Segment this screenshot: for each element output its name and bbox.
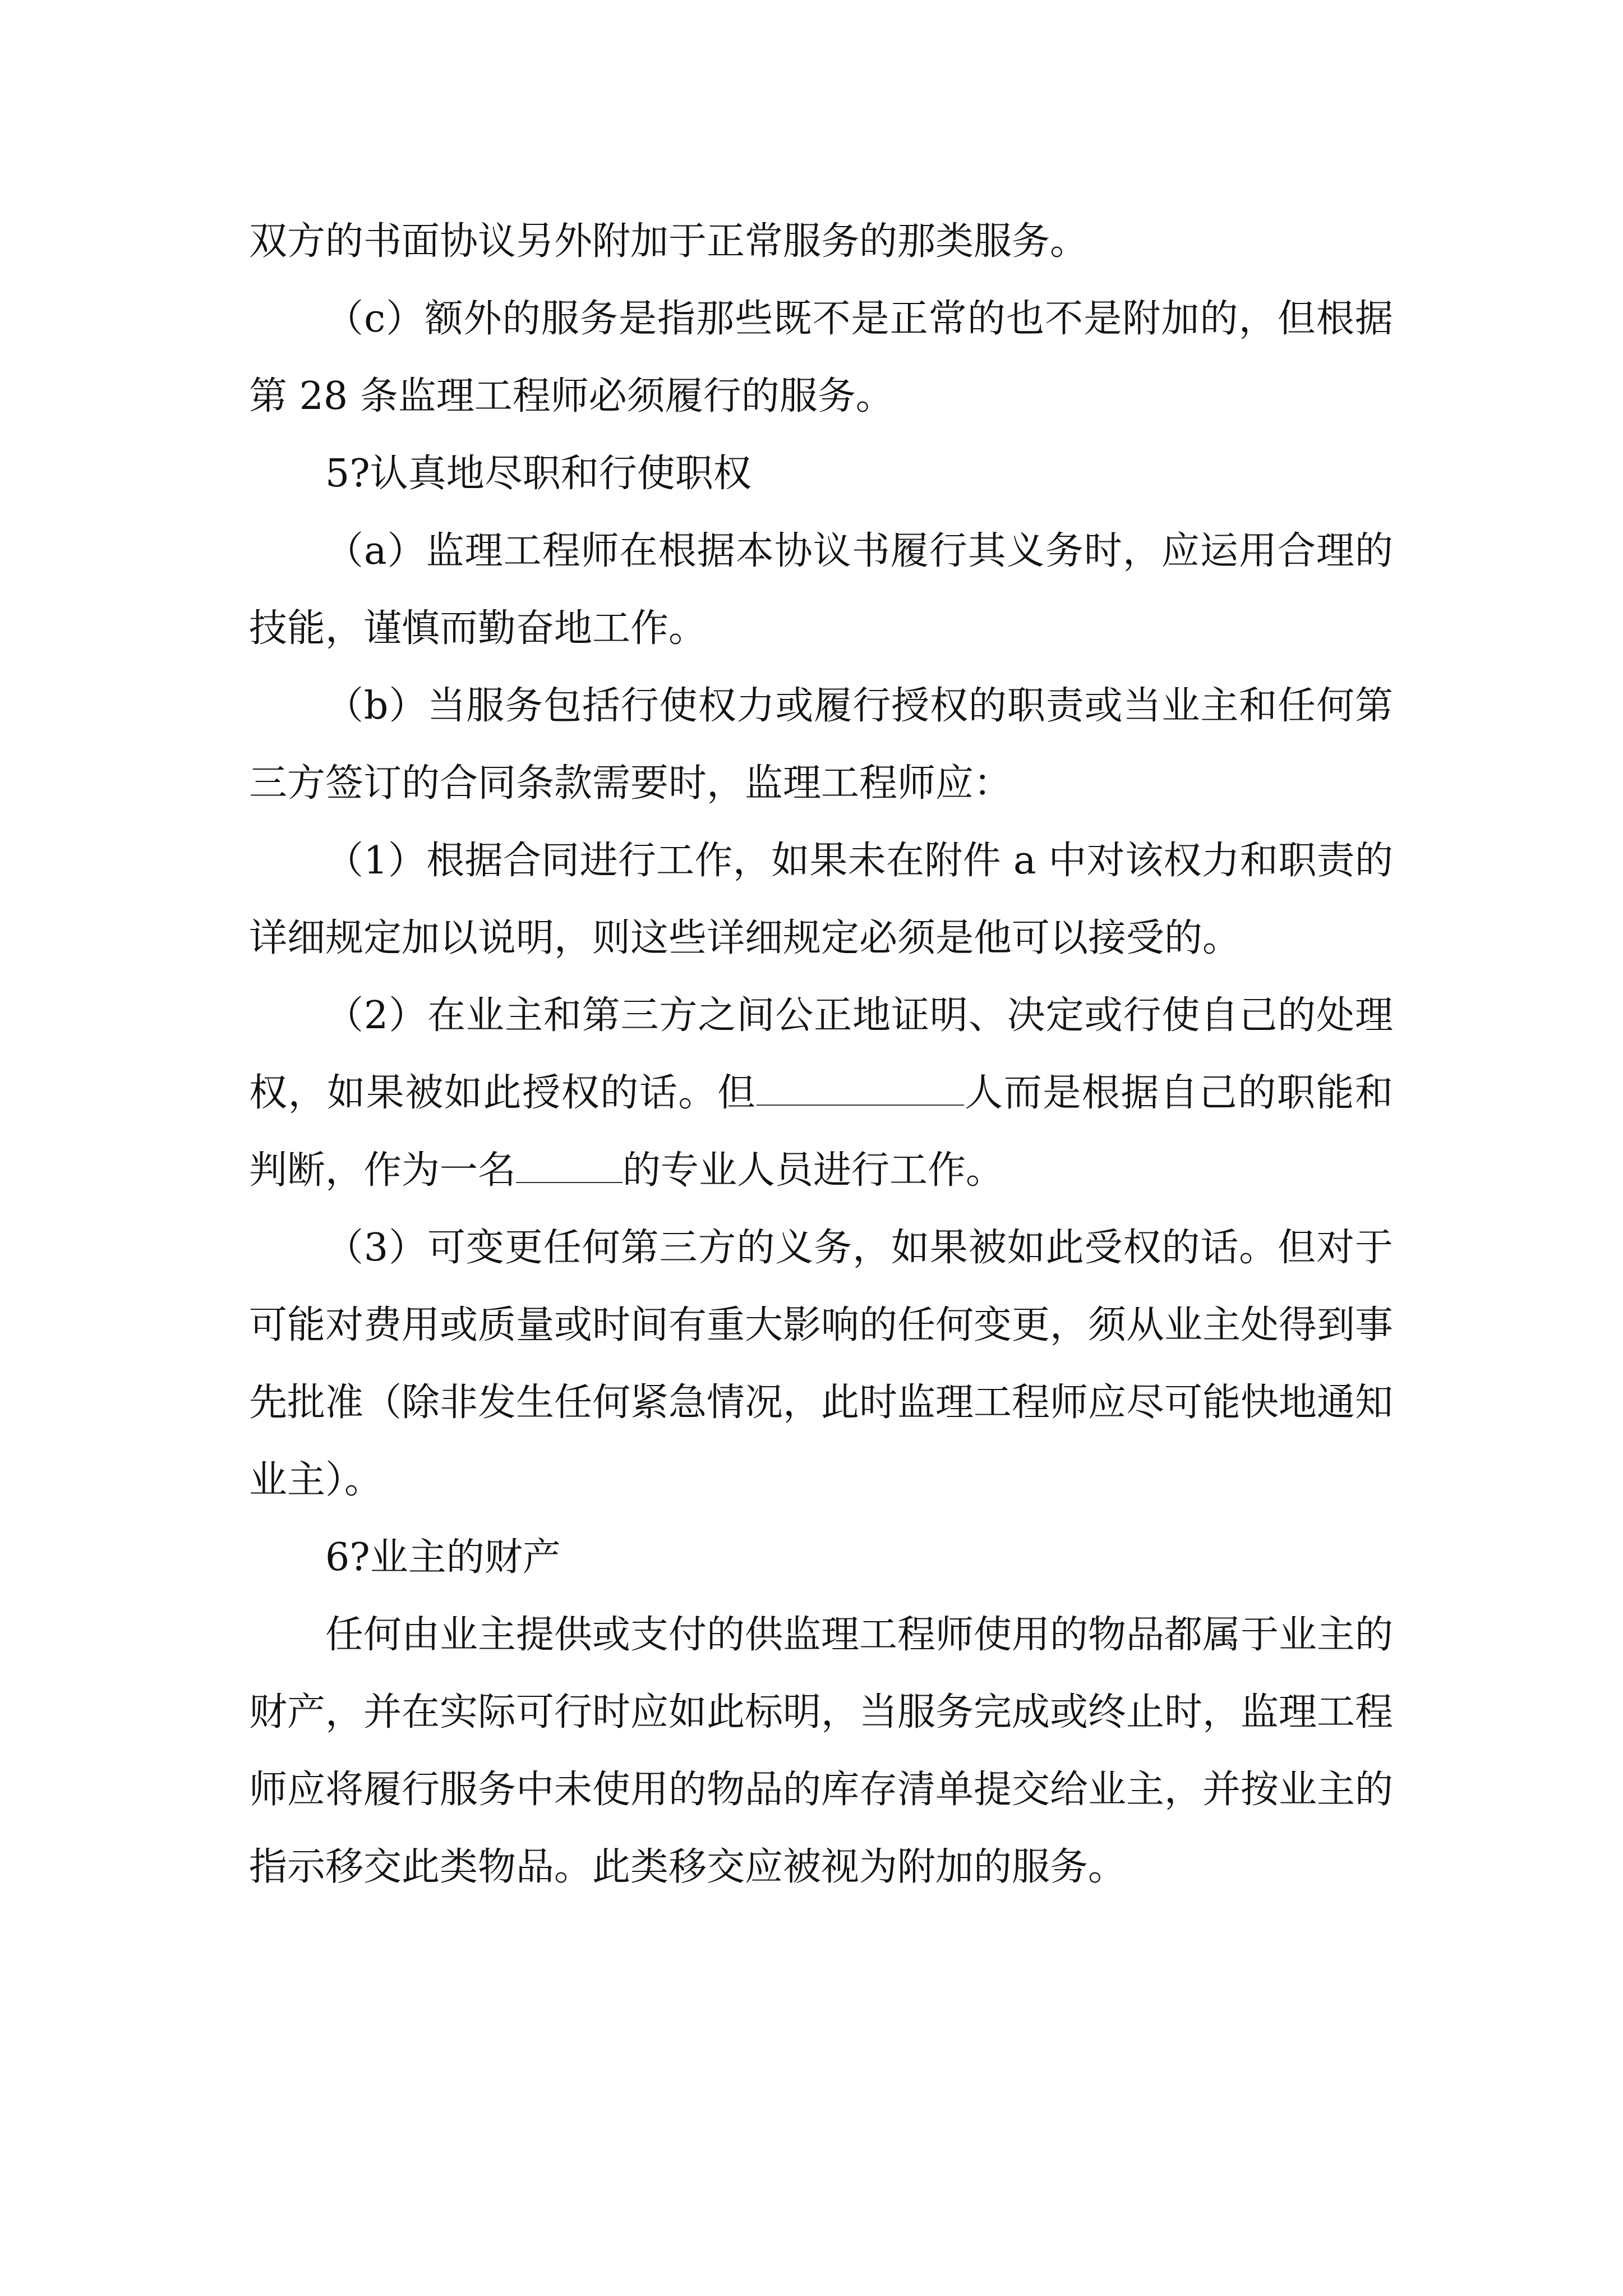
section-heading-5: 5?认真地尽职和行使职权 (325, 452, 751, 496)
paragraph-5b-2 (249, 977, 1393, 1209)
paragraph-5b-2-part2: 人而是根据自己的职能和判断，作为一名 (249, 1071, 1393, 1193)
paragraph-5a: （a）监理工程师在根据本协议书履行其义务时，应运用合理的技能，谨慎而勤奋地工作。 (249, 529, 1393, 651)
paragraph-6: 任何由业主提供或支付的供监理工程师使用的物品都属于业主的财产，并在实际可行时应如此标明，当服务完成或终止时，监理工程师应将履行服务中未使用的物品的库存清单提交给业主，并按业主的指示移交此类物品。此类移交应被视为附加的服务。 (249, 1613, 1394, 1889)
blank-underline-1 (757, 1071, 964, 1106)
paragraph-5b: （b）当服务包括行使权力或履行授权的职责或当业主和任何第三方签订的合同条款需要时，监理工程师应： (249, 684, 1393, 806)
blank-underline-2 (516, 1148, 623, 1183)
paragraph-continuation: 双方的书面协议另外附加于正常服务的那类服务。 (249, 219, 1089, 264)
section-heading-6: 6?业主的财产 (325, 1535, 561, 1580)
paragraph-5b-3: （3）可变更任何第三方的义务，如果被如此受权的话。但对于可能对费用或质量或时间有重大影响的任何变更，须从业主处得到事先批准（除非发生任何紧急情况，此时监理工程师应尽可能快地通知业主）。 (249, 1226, 1394, 1502)
document-body (249, 203, 1393, 1906)
paragraph-5b-2-part1: （2）在业主和第三方之间公正地证明、决定或行使自己的处理权，如果被如此授权的话。但 (249, 993, 1393, 1115)
paragraph-5b-2-part3: 的专业人员进行工作。 (623, 1148, 1004, 1193)
paragraph-extra-services: （c）额外的服务是指那些既不是正常的也不是附加的，但根据第 28 条监理工程师必须履行的服务。 (249, 297, 1393, 418)
paragraph-5b-1: （1）根据合同进行工作，如果未在附件 a 中对该权力和职责的详细规定加以说明，则这些详细规定必须是他可以接受的。 (249, 839, 1393, 960)
